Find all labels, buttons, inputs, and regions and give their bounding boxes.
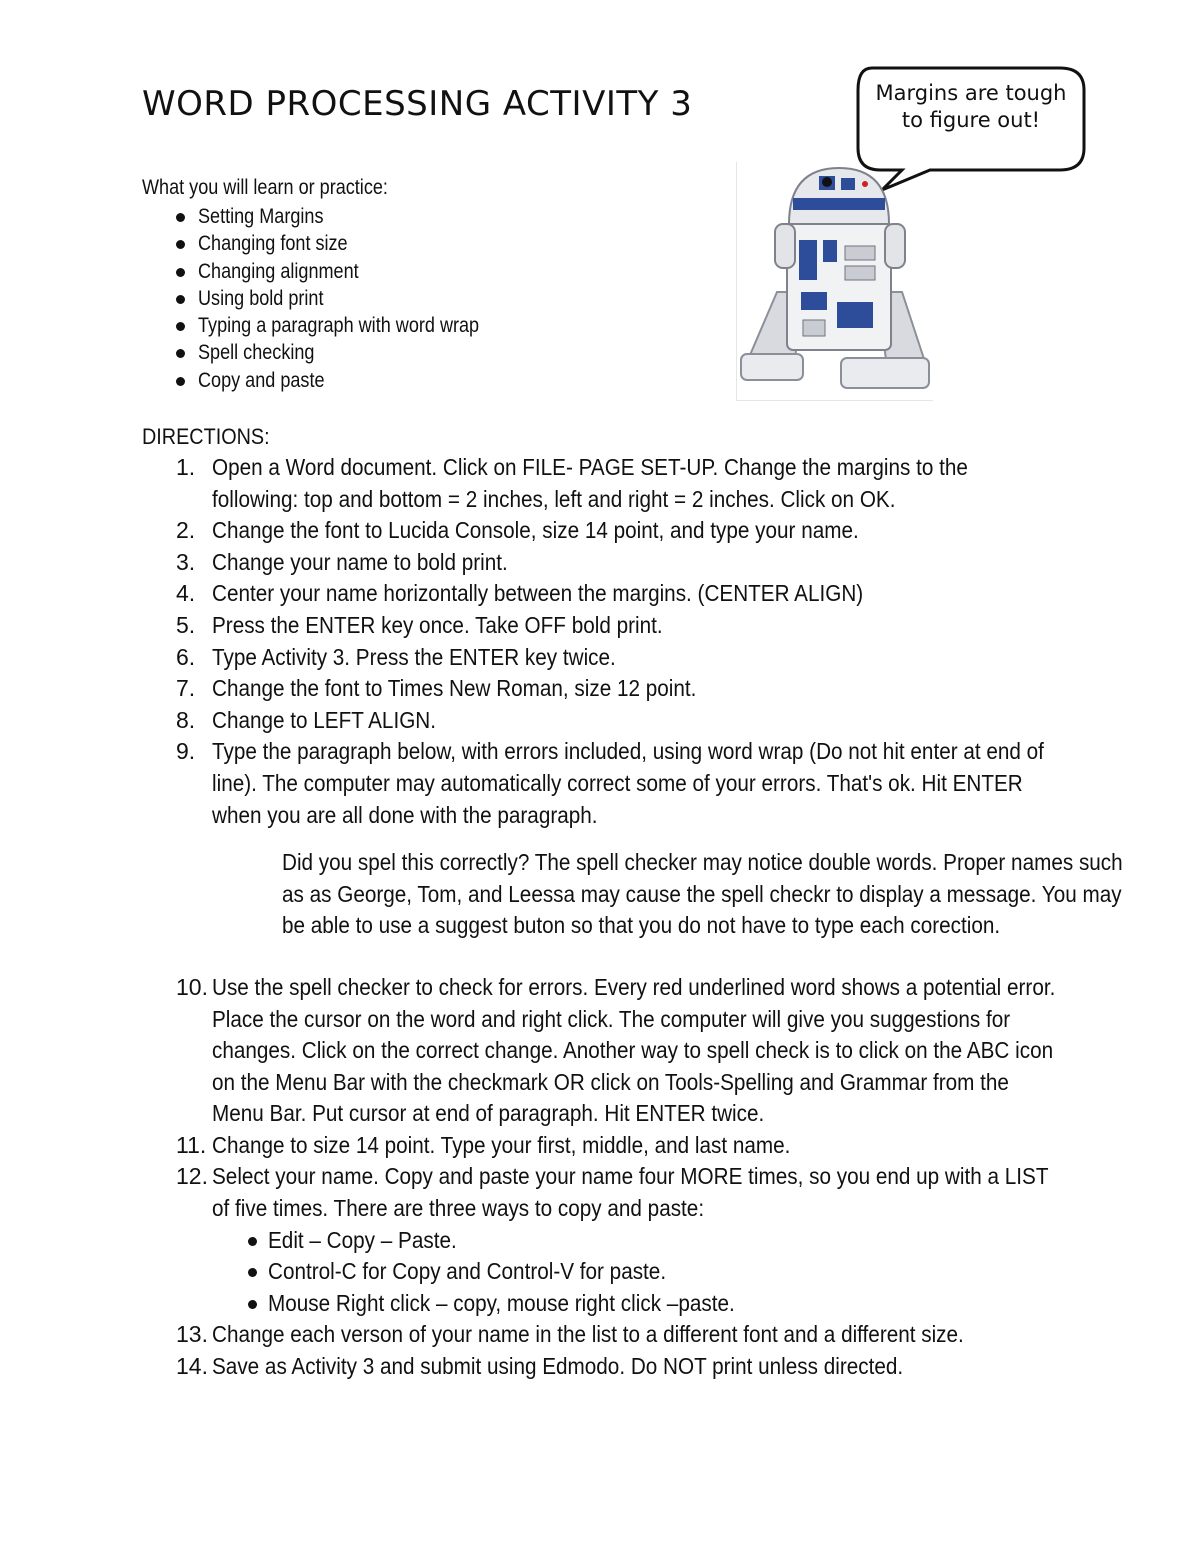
direction-step: 6. Type Activity 3. Press the ENTER key twice. [176, 643, 616, 670]
bullet-icon [248, 1268, 257, 1277]
directions-heading: DIRECTIONS: [142, 424, 270, 449]
list-item: Using bold print [170, 285, 525, 312]
directions-list [176, 452, 1123, 1383]
learn-intro: What you will learn or practice: [142, 176, 388, 199]
list-item: Mouse Right click – copy, mouse right click –paste. [248, 1288, 1076, 1320]
bullet-icon [176, 349, 185, 358]
direction-step: 14. Save as Activity 3 and submit using Edmodo. Do NOT print unless directed. [176, 1353, 904, 1380]
list-item: Changing alignment [170, 258, 525, 285]
list-item: Typing a paragraph with word wrap [170, 312, 525, 339]
bullet-icon [176, 322, 185, 331]
learn-list [170, 203, 525, 394]
direction-step: 12. Select your name. Copy and paste your name four MORE times, so you end up with a LIST of five times. There are three ways to copy and paste: Edit – Copy – Paste. Control-C for Copy and Control-V for paste. Mouse Right click – copy, mouse right click –paste. [176, 1161, 1076, 1319]
list-item: Control-C for Copy and Control-V for paste. [248, 1256, 1076, 1288]
bullet-icon [248, 1300, 257, 1309]
bullet-icon [176, 295, 185, 304]
direction-step: 13. Change each verson of your name in the list to a different font and a different size. [176, 1321, 964, 1348]
direction-step: 5. Press the ENTER key once. Take OFF bold print. [176, 611, 663, 638]
bullet-icon [176, 240, 185, 249]
direction-step: 8. Change to LEFT ALIGN. [176, 706, 437, 733]
list-item: Copy and paste [170, 367, 525, 394]
list-item: Setting Margins [170, 203, 525, 230]
list-item: Changing font size [170, 230, 525, 257]
direction-step: 2. Change the font to Lucida Console, size 14 point, and type your name. [176, 517, 859, 544]
direction-step: 10. Use the spell checker to check for errors. Every red underlined word shows a potential error. Place the cursor on the word and right click. The computer will give you suggestions for changes. Click on the correct change. Another way to spell check is to click on the ABC icon on the Menu Bar with the checkmark OR click on Tools-Spelling and Grammar from the Menu Bar. Put cursor at end of paragraph. Hit ENTER twice. [176, 973, 1056, 1127]
direction-step: 11. Change to size 14 point. Type your first, middle, and last name. [176, 1131, 791, 1158]
page-title: WORD PROCESSING ACTIVITY 3 [142, 84, 693, 124]
bullet-icon [176, 213, 185, 222]
sample-paragraph: Did you spel this correctly? The spell checker may notice double words. Proper names such as as George, Tom, and Leessa may cause the spell checkr to display a message. You may be able to use a suggest buton so that you do not have to type each corection. [282, 849, 1123, 939]
direction-step: 1. Open a Word document. Click on FILE- PAGE SET-UP. Change the margins to the following: top and bottom = 2 inches, left and right = 2 inches. Click on OK. [176, 454, 968, 512]
r2d2-robot-icon [736, 162, 933, 401]
list-item: Spell checking [170, 339, 525, 366]
direction-step: 7. Change the font to Times New Roman, size 12 point. [176, 675, 697, 702]
bullet-icon [176, 377, 185, 386]
direction-step: 9. Type the paragraph below, with errors included, using word wrap (Do not hit enter at end of line). The computer may automatically correct some of your errors. That's ok. Hit ENTER when you are all done with the paragraph. Did you spel this correctly? The spell checker may notice double words. Proper names such as as George, Tom, and Leessa may cause the spell checkr to display a message. You may be able to use a suggest buton so that you do not have to type each corection. [176, 736, 1076, 942]
direction-step: 4. Center your name horizontally between the margins. (CENTER ALIGN) [176, 580, 864, 607]
list-item: Edit – Copy – Paste. [248, 1225, 1076, 1257]
callout-text: Margins are tough to figure out! [875, 81, 1067, 132]
bullet-icon [248, 1237, 257, 1246]
direction-step: 3. Change your name to bold print. [176, 548, 508, 575]
bullet-icon [176, 268, 185, 277]
copy-methods-list [212, 1225, 1076, 1320]
